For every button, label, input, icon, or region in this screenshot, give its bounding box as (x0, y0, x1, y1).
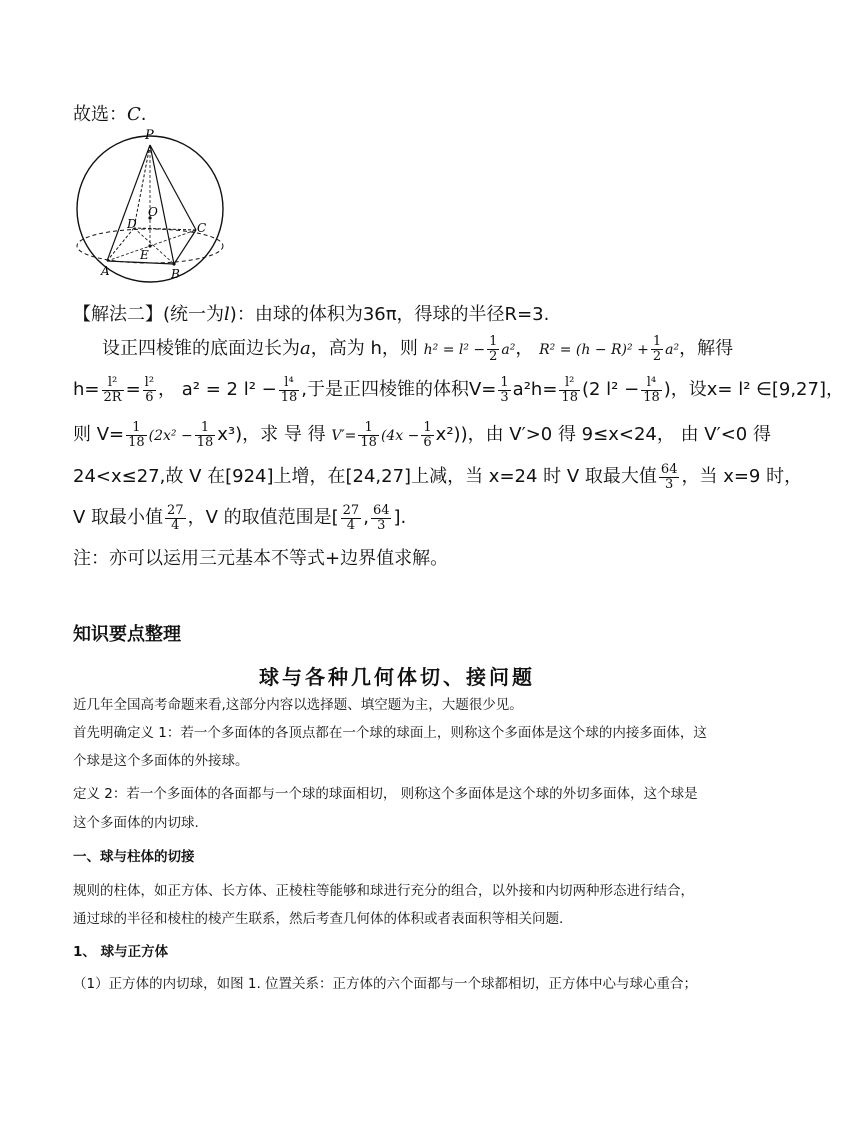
label-O: O (148, 205, 158, 219)
method2-heading: 【解法二】(统一为l)：由球的体积为36π，得球的半径R=3. (73, 304, 550, 325)
method2-line6: V 取最小值 $\frac{27}{4}$ ，V 的取值范围是[ $\frac{27}{4}$ , $\frac{64}{3}$ ]. (73, 502, 407, 533)
method2-line4: 则 V= $\frac{1}{18}$ (2x² − $\frac{1}{18}$ x³)，求 导 得 V′= $\frac{1}{18}$ (4x − $\frac{1}{6}$ x²))，由 V′>0 得 9≤x<24， 由 V′<0 得 (73, 419, 771, 450)
note: 注：亦可以运用三元基本不等式+边界值求解。 (73, 548, 449, 569)
subheading-1: 一、球与柱体的切接 (73, 849, 195, 865)
label-P: P (145, 128, 154, 143)
label-B: B (171, 267, 180, 281)
paragraph-def2-a: 定义 2：若一个多面体的各面都与一个球的球面相切， 则称这个多面体是这个球的外切多面体，这个球是 (73, 786, 698, 802)
answer-prefix: 故选： (73, 104, 127, 125)
sphere-pyramid-figure (70, 125, 230, 285)
label-D: D (127, 217, 137, 231)
paragraph-prism-b: 通过球的半径和棱柱的棱产生联系，然后考查几何体的体积或者表面积等相关问题. (73, 911, 564, 927)
answer-line (73, 100, 147, 126)
method2-line2: 设正四棱锥的底面边长为a，高为 h，则 h² = l² − $\frac{1}{2}$ a²， R² = (h − R)² + $\frac{1}{2}$ a²，解得 (102, 333, 734, 364)
paragraph-def2-b: 这个多面体的内切球. (73, 815, 199, 831)
section-heading: 知识要点整理 (73, 624, 181, 645)
answer-choice: C (127, 104, 141, 125)
paragraph-def1-a: 首先明确定义 1：若一个多面体的各顶点都在一个球的球面上，则称这个多面体是这个球的内接多面体，这 (73, 725, 707, 741)
paragraph-cube: （1）正方体的内切球，如图 1. 位置关系：正方体的六个面都与一个球都相切，正方体中心与球心重合； (73, 976, 698, 992)
page-title: 球与各种几何体切、接问题 (259, 665, 535, 689)
label-C: C (197, 221, 207, 235)
label-A: A (101, 264, 110, 278)
subheading-cube: 1、 球与正方体 (73, 944, 169, 960)
answer-end: . (140, 104, 147, 125)
paragraph-prism-a: 规则的柱体，如正方体、长方体、正棱柱等能够和球进行充分的组合，以外接和内切两种形态进行结合， (73, 883, 694, 899)
paragraph-def1-b: 个球是这个多面体的外接球。 (73, 753, 249, 769)
method2-line3: h= $\frac{\text{l²}}{2R}$ = $\frac{\text{l²}}{6}$ ， a² = 2 l² − $\frac{\text{l⁴}}{18}$ ,于是正四棱锥的体积V= $\frac{1}{3}$ a²h= $\frac{\text{l²}}{18}$ (2 l² − $\frac{\text{l⁴}}{18}$ )，设x= l² ∈[9,27]， (73, 374, 844, 405)
paragraph-intro: 近几年全国高考命题来看,这部分内容以选择题、填空题为主，大题很少见。 (73, 697, 523, 713)
label-E: E (140, 248, 149, 262)
method2-line5: 24<x≤27,故 V 在[924]上增，在[24,27]上减，当 x=24 时 V 取最大值 $\frac{64}{3}$ ，当 x=9 时， (73, 461, 803, 492)
